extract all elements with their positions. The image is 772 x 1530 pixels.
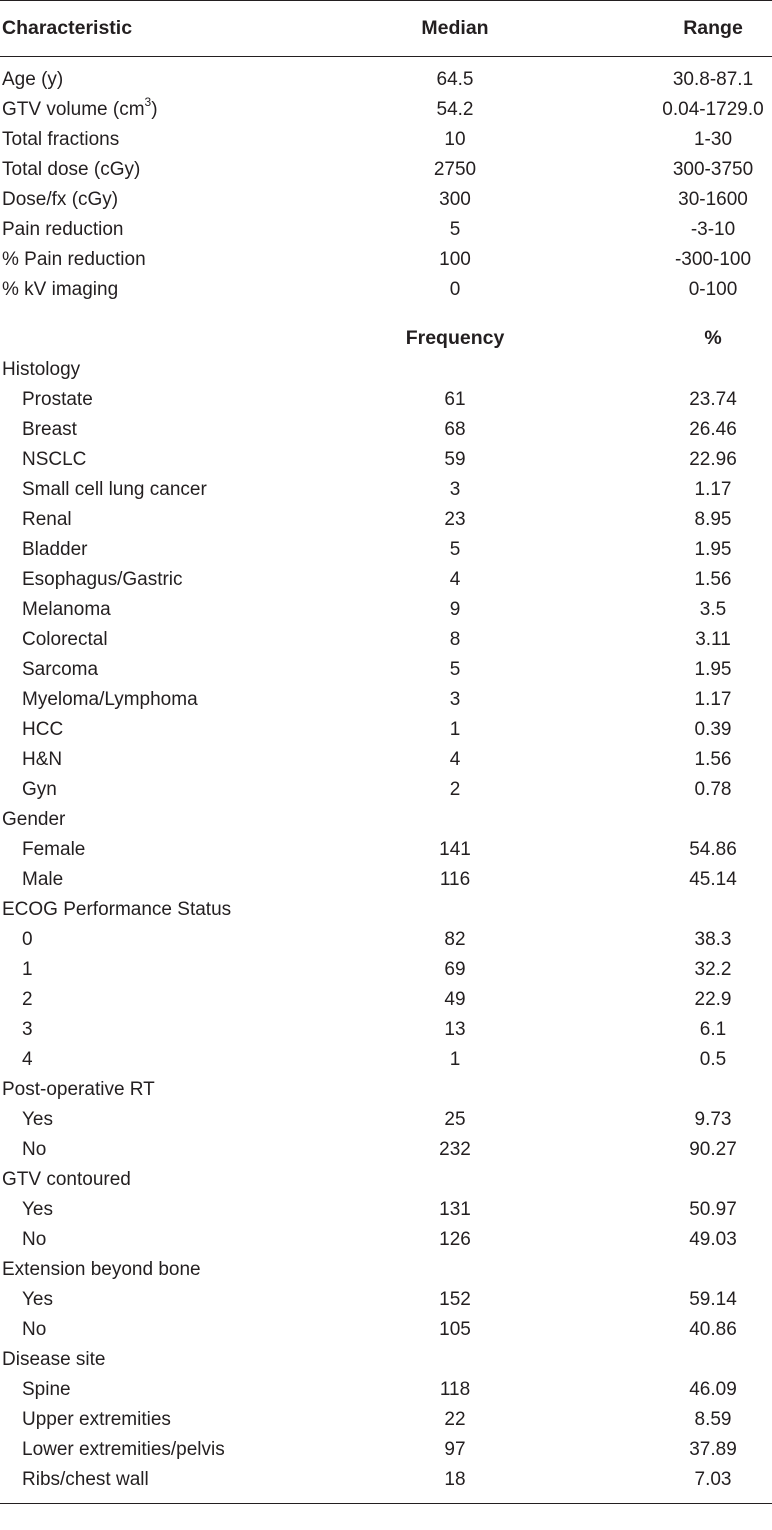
group-heading-row <box>0 1345 772 1375</box>
table-row <box>0 1375 772 1405</box>
percent-value: 38.3 <box>694 929 732 950</box>
frequency-value: 1 <box>449 1049 461 1070</box>
frequency-value: 3 <box>449 689 461 710</box>
summary-label-tail: ) <box>151 99 158 120</box>
percent-value: 1.17 <box>694 479 732 500</box>
category-label: Lower extremities/pelvis <box>22 1439 225 1460</box>
table-row <box>0 865 772 895</box>
percent-value: 46.09 <box>689 1379 737 1400</box>
group-label: ECOG Performance Status <box>2 899 232 920</box>
frequency-value: 141 <box>439 839 471 860</box>
frequency-value: 116 <box>439 869 471 890</box>
percent-value: 1.17 <box>694 689 732 710</box>
summary-median: 300 <box>439 189 471 210</box>
frequency-value: 2 <box>449 779 461 800</box>
table-row <box>0 835 772 865</box>
summary-label <box>2 95 158 125</box>
header-characteristic: Characteristic <box>2 17 133 39</box>
category-label: Upper extremities <box>22 1409 171 1430</box>
percent-value: 49.03 <box>689 1229 737 1250</box>
percent-value: 3.5 <box>699 599 727 620</box>
table-row <box>0 445 772 475</box>
summary-median: 64.5 <box>436 69 474 90</box>
frequency-value: 152 <box>439 1289 471 1310</box>
percent-value: 37.89 <box>689 1439 737 1460</box>
frequency-value: 1 <box>449 719 461 740</box>
table-row <box>0 1315 772 1345</box>
category-label: Gyn <box>22 779 57 800</box>
category-label: No <box>22 1139 47 1160</box>
table-row <box>0 1015 772 1045</box>
summary-range: 1-30 <box>693 129 733 150</box>
table-row <box>0 1285 772 1315</box>
table-row <box>0 1465 772 1495</box>
percent-value: 1.95 <box>694 659 732 680</box>
summary-median: 54.2 <box>436 99 474 120</box>
category-label: Prostate <box>22 389 93 410</box>
category-label: HCC <box>22 719 64 740</box>
category-label: Yes <box>22 1199 53 1220</box>
summary-label <box>2 65 63 95</box>
summary-range: 30-1600 <box>678 189 748 210</box>
table-row <box>0 1195 772 1225</box>
group-heading-row <box>0 1075 772 1105</box>
table-row <box>0 655 772 685</box>
frequency-value: 4 <box>449 569 461 590</box>
frequency-value: 59 <box>444 449 466 470</box>
summary-label-text: Total fractions <box>2 129 120 150</box>
summary-row <box>0 125 772 155</box>
table-row <box>0 1225 772 1255</box>
group-heading-row <box>0 355 772 385</box>
group-heading-row <box>0 805 772 835</box>
summary-label-text: % Pain reduction <box>2 249 146 270</box>
summary-median: 100 <box>439 249 471 270</box>
table-row <box>0 955 772 985</box>
summary-median: 10 <box>444 129 466 150</box>
category-label: 0 <box>22 929 33 950</box>
category-label: Melanoma <box>22 599 111 620</box>
percent-value: 0.39 <box>694 719 732 740</box>
percent-value: 50.97 <box>689 1199 737 1220</box>
summary-label-text: Pain reduction <box>2 219 124 240</box>
category-label: Sarcoma <box>22 659 99 680</box>
frequency-value: 232 <box>439 1139 471 1160</box>
category-label: 4 <box>22 1049 33 1070</box>
summary-label <box>2 125 119 155</box>
category-label: Myeloma/Lymphoma <box>22 689 198 710</box>
percent-value: 90.27 <box>689 1139 737 1160</box>
table-row <box>0 505 772 535</box>
summary-label-text: GTV volume (cm <box>2 99 145 120</box>
summary-label-text: % kV imaging <box>2 279 119 300</box>
table-row <box>0 1135 772 1165</box>
category-label: Esophagus/Gastric <box>22 569 183 590</box>
frequency-value: 22 <box>444 1409 466 1430</box>
table-row <box>0 925 772 955</box>
table-row <box>0 535 772 565</box>
table-row <box>0 985 772 1015</box>
table-row <box>0 565 772 595</box>
summary-body <box>0 65 772 305</box>
group-label: GTV contoured <box>2 1169 131 1190</box>
group-heading-row <box>0 895 772 925</box>
summary-label <box>2 155 140 185</box>
summary-range: 0.04-1729.0 <box>662 99 764 120</box>
category-label: Renal <box>22 509 72 530</box>
category-label: Colorectal <box>22 629 108 650</box>
category-label: Yes <box>22 1289 53 1310</box>
frequency-value: 126 <box>439 1229 471 1250</box>
percent-value: 59.14 <box>689 1289 737 1310</box>
frequency-value: 25 <box>444 1109 466 1130</box>
summary-median: 5 <box>449 219 461 240</box>
percent-value: 54.86 <box>689 839 737 860</box>
frequency-value: 69 <box>444 959 466 980</box>
category-label: Bladder <box>22 539 88 560</box>
frequency-value: 18 <box>444 1469 466 1490</box>
frequency-value: 23 <box>444 509 466 530</box>
header-range: Range <box>683 17 743 39</box>
table-row <box>0 595 772 625</box>
frequency-header-row <box>0 321 772 355</box>
frequency-value: 68 <box>444 419 466 440</box>
table-row <box>0 625 772 655</box>
summary-label-text: Dose/fx (cGy) <box>2 189 119 210</box>
summary-range: 0-100 <box>688 279 738 300</box>
frequency-value: 61 <box>444 389 466 410</box>
percent-value: 8.59 <box>694 1409 732 1430</box>
summary-range: -300-100 <box>674 249 752 270</box>
summary-label <box>2 185 118 215</box>
percent-value: 22.9 <box>694 989 732 1010</box>
table-row <box>0 415 772 445</box>
header-row <box>0 1 772 56</box>
category-label: Yes <box>22 1109 53 1130</box>
frequency-value: 131 <box>439 1199 471 1220</box>
summary-label-text: Total dose (cGy) <box>2 159 141 180</box>
frequency-value: 8 <box>449 629 461 650</box>
category-label: Small cell lung cancer <box>22 479 207 500</box>
bottom-rule <box>0 1503 772 1504</box>
summary-label <box>2 275 118 305</box>
category-label: NSCLC <box>22 449 87 470</box>
category-label: No <box>22 1319 47 1340</box>
percent-value: 40.86 <box>689 1319 737 1340</box>
summary-row <box>0 65 772 95</box>
category-label: Breast <box>22 419 77 440</box>
group-label: Histology <box>2 359 81 380</box>
table-row <box>0 685 772 715</box>
group-label: Post-operative RT <box>2 1079 155 1100</box>
percent-value: 9.73 <box>694 1109 732 1130</box>
group-label: Disease site <box>2 1349 106 1370</box>
percent-value: 22.96 <box>689 449 737 470</box>
frequency-value: 3 <box>449 479 461 500</box>
category-label: Ribs/chest wall <box>22 1469 149 1490</box>
frequency-value: 9 <box>449 599 461 620</box>
table-row <box>0 1435 772 1465</box>
group-heading-row <box>0 1255 772 1285</box>
summary-row <box>0 215 772 245</box>
summary-range: -3-10 <box>690 219 736 240</box>
percent-value: 1.56 <box>694 749 732 770</box>
percent-value: 23.74 <box>689 389 737 410</box>
header-percent: % <box>704 327 722 349</box>
percent-value: 1.56 <box>694 569 732 590</box>
category-label: Female <box>22 839 86 860</box>
percent-value: 6.1 <box>699 1019 727 1040</box>
summary-row <box>0 245 772 275</box>
header-median: Median <box>421 17 489 39</box>
table-row <box>0 1105 772 1135</box>
summary-row <box>0 155 772 185</box>
group-label: Gender <box>2 809 66 830</box>
frequency-value: 13 <box>444 1019 466 1040</box>
table-row <box>0 745 772 775</box>
frequency-body <box>0 355 772 1495</box>
category-label: 3 <box>22 1019 33 1040</box>
summary-row <box>0 185 772 215</box>
category-label: Male <box>22 869 64 890</box>
percent-value: 8.95 <box>694 509 732 530</box>
percent-value: 3.11 <box>695 629 731 650</box>
percent-value: 0.78 <box>694 779 732 800</box>
frequency-value: 118 <box>439 1379 471 1400</box>
summary-range: 300-3750 <box>672 159 754 180</box>
frequency-value: 5 <box>449 659 461 680</box>
percent-value: 7.03 <box>694 1469 732 1490</box>
frequency-value: 4 <box>449 749 461 770</box>
summary-label <box>2 245 146 275</box>
percent-value: 45.14 <box>689 869 737 890</box>
frequency-value: 105 <box>439 1319 471 1340</box>
summary-range: 30.8-87.1 <box>672 69 754 90</box>
category-label: 1 <box>22 959 33 980</box>
percent-value: 1.95 <box>694 539 732 560</box>
frequency-value: 82 <box>444 929 466 950</box>
summary-label-text: Age (y) <box>2 69 64 90</box>
table-row <box>0 475 772 505</box>
table-row <box>0 715 772 745</box>
summary-label-superscript: 3 <box>144 94 152 109</box>
frequency-value: 5 <box>449 539 461 560</box>
frequency-value: 97 <box>444 1439 466 1460</box>
summary-row <box>0 275 772 305</box>
frequency-value: 49 <box>444 989 466 1010</box>
table-row <box>0 1405 772 1435</box>
group-label: Extension beyond bone <box>2 1259 201 1280</box>
table-row <box>0 775 772 805</box>
header-frequency: Frequency <box>405 327 505 349</box>
summary-median: 0 <box>449 279 461 300</box>
category-label: H&N <box>22 749 63 770</box>
table-row <box>0 385 772 415</box>
category-label: Spine <box>22 1379 71 1400</box>
percent-value: 26.46 <box>689 419 737 440</box>
category-label: No <box>22 1229 47 1250</box>
category-label: 2 <box>22 989 33 1010</box>
percent-value: 32.2 <box>694 959 732 980</box>
summary-row <box>0 95 772 125</box>
summary-label <box>2 215 123 245</box>
summary-median: 2750 <box>433 159 477 180</box>
percent-value: 0.5 <box>699 1049 727 1070</box>
table-row <box>0 1045 772 1075</box>
group-heading-row <box>0 1165 772 1195</box>
